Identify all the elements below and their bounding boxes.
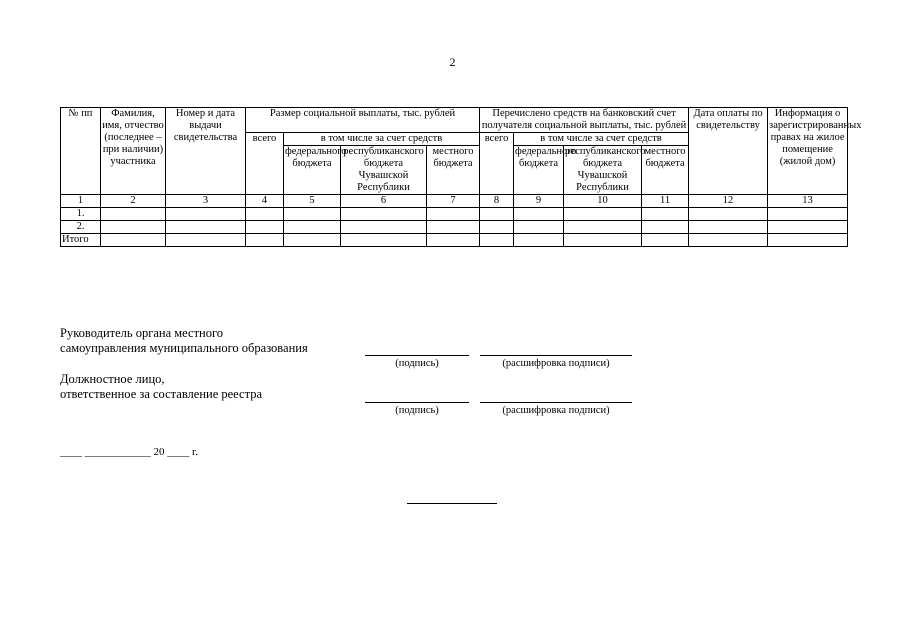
table-cell — [341, 208, 427, 221]
table-cell — [564, 221, 642, 234]
header-transferred: Перечислено средств на банковский счет получателя социальной выплаты, тыс. рублей — [480, 108, 689, 133]
table-cell — [642, 221, 689, 234]
header-republic-b: республиканского бюджета Чувашской Республики — [565, 146, 646, 193]
table-cell — [514, 208, 564, 221]
table-cell — [768, 221, 848, 234]
column-number: 7 — [427, 195, 480, 208]
official-signature-line[interactable] — [365, 402, 469, 403]
header-federal-a: федерального бюджета — [284, 146, 341, 195]
table-cell — [427, 234, 480, 247]
date-line: ____ ____________ 20 ____ г. — [60, 446, 199, 458]
table-cell — [246, 234, 284, 247]
header-total-a: всего — [246, 133, 284, 195]
table-cell — [689, 234, 768, 247]
table-cell — [284, 208, 341, 221]
column-number: 13 — [768, 195, 848, 208]
total-row — [61, 234, 848, 247]
table-cell — [341, 234, 427, 247]
column-number: 11 — [642, 195, 689, 208]
table-cell — [246, 221, 284, 234]
table-cell — [564, 234, 642, 247]
header-including-a: в том числе за счет средств — [284, 133, 480, 146]
column-number: 3 — [166, 195, 246, 208]
header-payment-date: Дата оплаты по свидетельству — [689, 108, 768, 195]
table-cell — [166, 234, 246, 247]
header-local-a: местного бюджета — [427, 146, 480, 195]
table-cell — [480, 208, 514, 221]
table-cell — [427, 221, 480, 234]
table-row — [61, 221, 848, 234]
page-number: 2 — [449, 55, 456, 69]
head-signature-line[interactable] — [365, 355, 469, 356]
header-federal-b: федерального бюджета — [514, 146, 564, 195]
header-certificate: Номер и дата выдачи свидетельства — [166, 108, 246, 195]
table-cell — [427, 208, 480, 221]
official-decode-caption: (расшифровка подписи) — [502, 405, 610, 416]
column-number: 9 — [514, 195, 564, 208]
table-cell — [564, 208, 642, 221]
official-label-line-1: Должностное лицо, — [60, 372, 165, 386]
table-cell — [101, 234, 166, 247]
table-cell — [514, 234, 564, 247]
official-decode-line[interactable] — [480, 402, 632, 403]
header-local-b: местного бюджета — [642, 146, 689, 195]
column-number: 8 — [480, 195, 514, 208]
header-row-1 — [61, 108, 848, 133]
header-rights-info: Информация о зарегистрированных правах на жилое помещение (жилой дом) — [768, 108, 848, 195]
column-number: 12 — [689, 195, 768, 208]
end-separator-line — [407, 503, 497, 504]
header-payment-size: Размер социальной выплаты, тыс. рублей — [246, 108, 480, 133]
table-cell — [514, 221, 564, 234]
table-cell — [166, 208, 246, 221]
column-number: 6 — [341, 195, 427, 208]
table-cell — [101, 221, 166, 234]
registry-table — [60, 107, 862, 247]
column-number: 10 — [564, 195, 642, 208]
header-total-b: всего — [480, 133, 514, 195]
header-republic-a: республиканского бюджета Чувашской Республики — [341, 146, 427, 195]
column-number: 2 — [101, 195, 166, 208]
column-number: 5 — [284, 195, 341, 208]
table-cell — [341, 221, 427, 234]
total-label: Итого — [61, 234, 101, 247]
head-label-line-2: самоуправления муниципального образования — [60, 341, 308, 355]
table-cell — [480, 221, 514, 234]
row-label: 1. — [61, 208, 101, 221]
head-signature-caption: (подпись) — [395, 358, 439, 369]
column-number: 4 — [246, 195, 284, 208]
table-cell — [768, 208, 848, 221]
table-cell — [768, 234, 848, 247]
official-label-line-2: ответственное за составление реестра — [60, 387, 263, 401]
table-cell — [166, 221, 246, 234]
table-row — [61, 208, 848, 221]
table-cell — [284, 234, 341, 247]
head-decode-caption: (расшифровка подписи) — [502, 358, 610, 369]
row-label: 2. — [61, 221, 101, 234]
header-name: Фамилия, имя, отчество (последнее – при наличии) участника — [101, 108, 166, 195]
table-cell — [642, 208, 689, 221]
head-decode-line[interactable] — [480, 355, 632, 356]
table-cell — [284, 221, 341, 234]
table-cell — [642, 234, 689, 247]
column-number: 1 — [61, 195, 101, 208]
official-signature-caption: (подпись) — [395, 405, 439, 416]
header-including-b: в том числе за счет средств — [514, 133, 689, 146]
table-cell — [480, 234, 514, 247]
table-cell — [689, 208, 768, 221]
head-label-line-1: Руководитель органа местного — [60, 326, 224, 340]
header-number: № пп — [61, 108, 101, 195]
table-cell — [101, 208, 166, 221]
table-cell — [246, 208, 284, 221]
column-number-row — [61, 195, 848, 208]
table-cell — [689, 221, 768, 234]
